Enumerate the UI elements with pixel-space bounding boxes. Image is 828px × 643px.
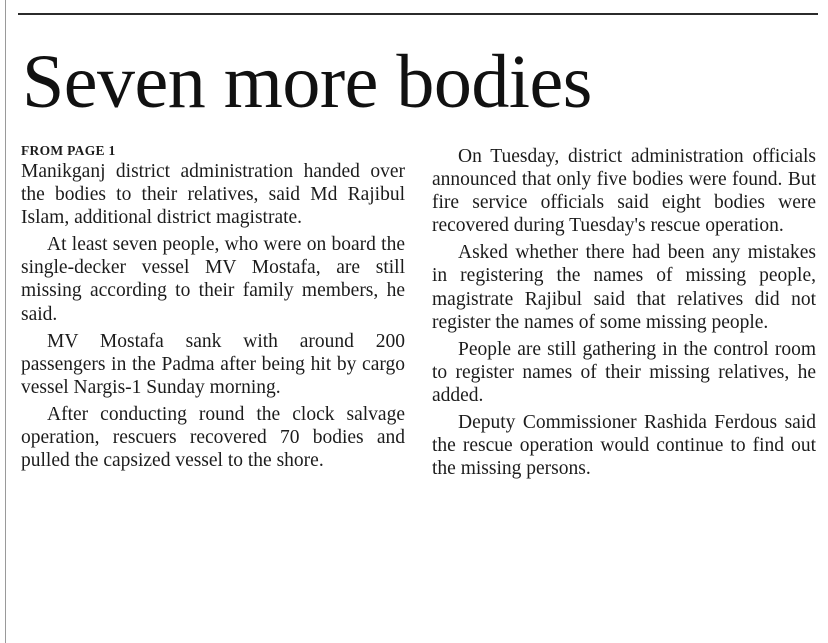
- paragraph: Manikganj district administration handed over the bodies to their relatives, said Md Rajibul Islam, additional district magistrate.: [21, 161, 405, 229]
- right-column: [432, 145, 816, 484]
- paragraph: At least seven people, who were on board the single-decker vessel MV Mostafa, are still missing according to their family members, he said.: [21, 234, 405, 325]
- column-divider-rule: [5, 0, 6, 643]
- kicker: FROM PAGE 1: [21, 143, 116, 158]
- paragraph: Deputy Commissioner Rashida Ferdous said the rescue operation would continue to find out the missing persons.: [432, 412, 816, 480]
- paragraph: MV Mostafa sank with around 200 passengers in the Padma after being hit by cargo vessel Nargis-1 Sunday morning.: [21, 330, 405, 398]
- paragraph: After conducting round the clock salvage operation, rescuers recovered 70 bodies and pulled the capsized vessel to the shore.: [21, 403, 405, 472]
- top-rule: [18, 13, 818, 15]
- paragraph: Asked whether there had been any mistakes in registering the names of missing people, magistrate Rajibul said that relatives did not register the names of some missing people.: [432, 242, 816, 333]
- paragraph: On Tuesday, district administration officials announced that only five bodies were found. But fire service officials said eight bodies were recovered during Tuesday's rescue operation.: [432, 146, 816, 237]
- headline: Seven more bodies: [22, 40, 592, 124]
- left-column: [21, 142, 405, 476]
- paragraph: People are still gathering in the control room to register names of their missing relatives, he added.: [432, 338, 816, 406]
